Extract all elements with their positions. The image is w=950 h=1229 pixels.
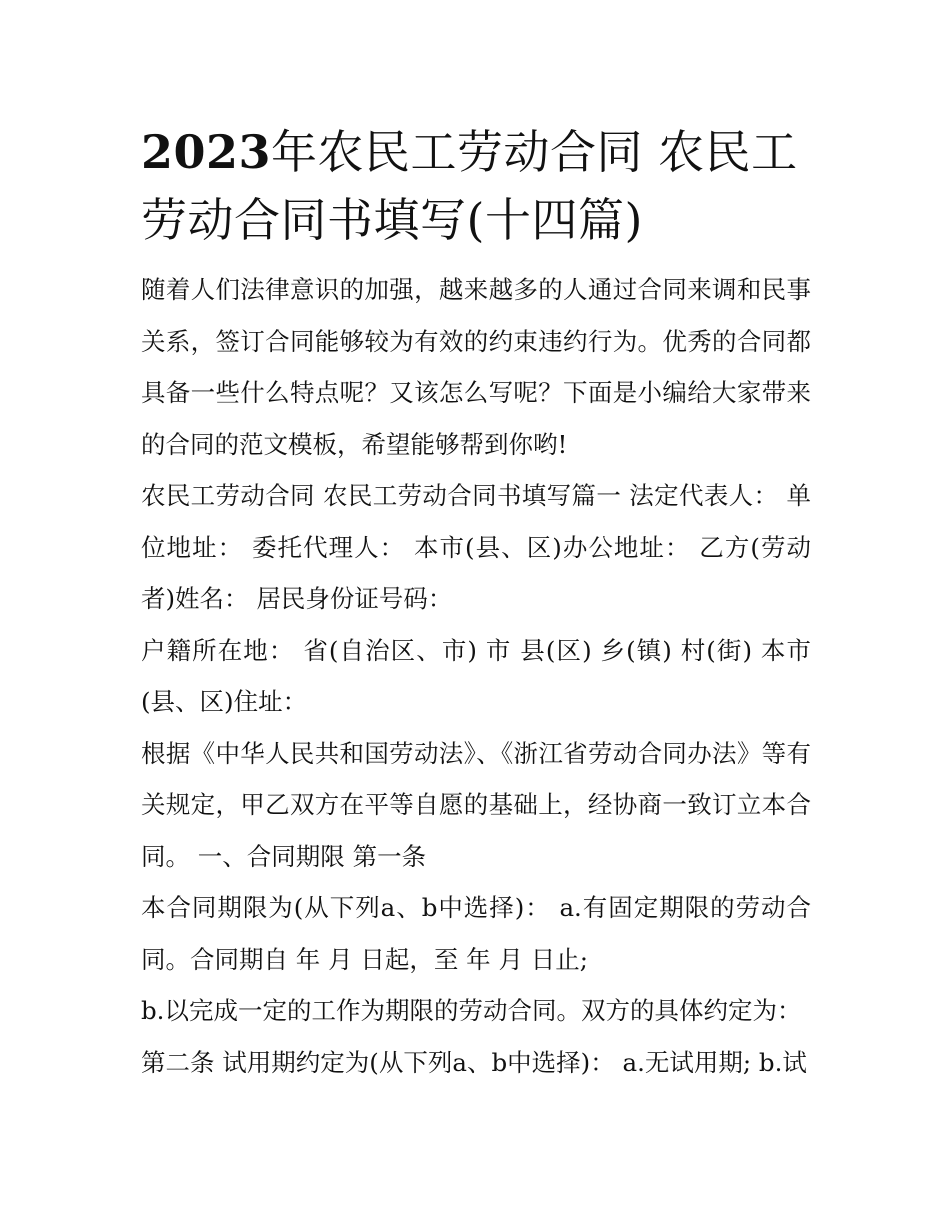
document-body <box>141 264 811 1088</box>
probation-paragraph: 第二条 试用期约定为(从下列a、b中选择)： a.无试用期; b.试 <box>141 1047 807 1077</box>
document-page <box>141 118 811 1088</box>
contract-term-paragraph: 本合同期限为(从下列a、b中选择)： a.有固定期限的劳动合同。合同期自 年 月 日起，至 年 月 日止; <box>141 893 811 974</box>
intro-paragraph: 随着人们法律意识的加强，越来越多的人通过合同来调和民事关系，签订合同能够较为有效的约束违约行为。优秀的合同都具备一些什么特点呢？又该怎么写呢？下面是小编给大家带来的合同的范文模板，希望能够帮到你哟! <box>141 275 811 459</box>
task-based-term-paragraph: b.以完成一定的工作为期限的劳动合同。双方的具体约定为： <box>141 996 802 1025</box>
contract-header-paragraph: 农民工劳动合同 农民工劳动合同书填写篇一 法定代表人： 单位地址： 委托代理人： 本市(县、区)办公地址： 乙方(劳动者)姓名： 居民身份证号码： <box>141 481 811 613</box>
legal-basis-paragraph: 根据《中华人民共和国劳动法》、《浙江省劳动合同办法》等有关规定，甲乙双方在平等自愿的基础上，经协商一致订立本合同。 一、合同期限 第一条 <box>141 738 811 871</box>
title-text: 年农民工劳动合同 农民工劳动合同书填写(十四篇) <box>141 125 798 247</box>
document-title <box>141 118 811 254</box>
household-registration-paragraph: 户籍所在地： 省(自治区、市) 市 县(区) 乡(镇) 村(街) 本市(县、区)住址： <box>141 635 811 716</box>
title-year: 2023 <box>141 125 272 179</box>
